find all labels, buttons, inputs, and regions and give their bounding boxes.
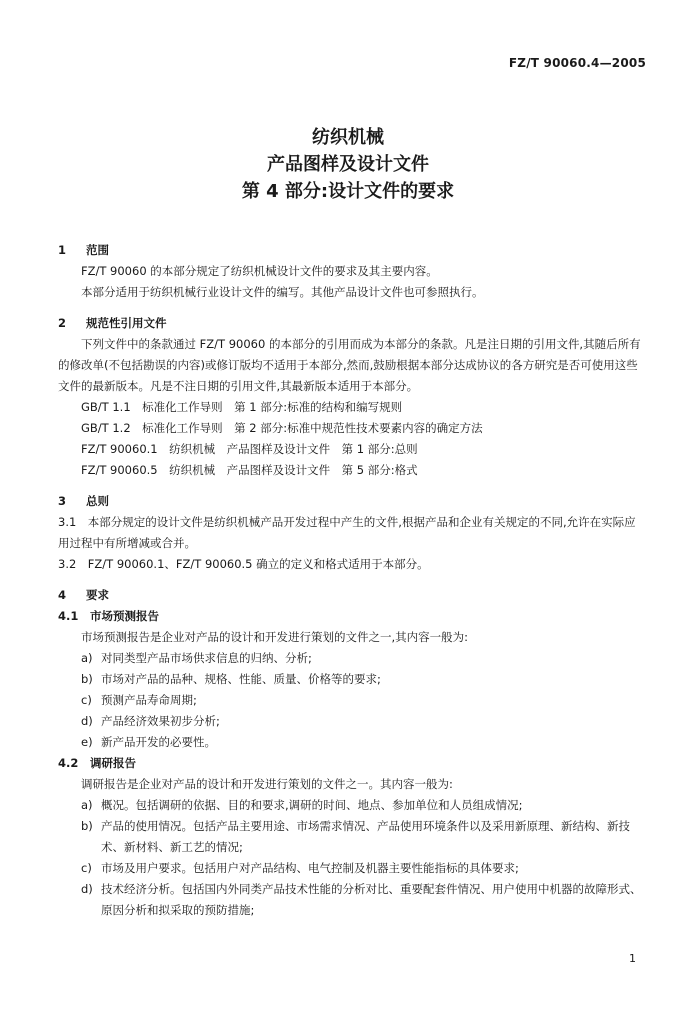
section-title: 总则	[86, 494, 109, 508]
list-label: b)	[81, 819, 93, 833]
subsection-title: 市场预测报告	[90, 609, 159, 623]
subsection-number: 4.1	[58, 609, 79, 623]
list-item	[58, 816, 646, 858]
clause	[58, 554, 646, 575]
section-heading-references	[58, 313, 646, 334]
reference-item: GB/T 1.1 标准化工作导则 第 1 部分:标准的结构和编写规则	[81, 400, 403, 414]
section-number: 3	[58, 494, 67, 508]
list-label: c)	[81, 861, 92, 875]
list-text: 市场对产品的品种、规格、性能、质量、价格等的要求;	[101, 672, 381, 686]
subsection-heading-research-report	[58, 753, 646, 774]
list-label: a)	[81, 651, 93, 665]
list-item	[58, 795, 646, 816]
clause	[58, 512, 646, 554]
standard-code: FZ/T 90060.4—2005	[508, 56, 646, 70]
paragraph: 市场预测报告是企业对产品的设计和开发进行策划的文件之一,其内容一般为:	[81, 630, 469, 644]
list-text: 新产品开发的必要性。	[101, 735, 216, 749]
section-heading-general	[58, 491, 646, 512]
reference-item: FZ/T 90060.1 纺织机械 产品图样及设计文件 第 1 部分:总则	[81, 442, 418, 456]
subsection-title: 调研报告	[90, 756, 136, 770]
list-item	[58, 711, 646, 732]
list-text: 产品经济效果初步分析;	[101, 714, 220, 728]
clause-number: 3.2	[58, 557, 77, 571]
list-text: 技术经济分析。包括国内外同类产品技术性能的分析对比、重要配套件情况、用户使用中机器的故障形式、原因分析和拟采取的预防措施;	[101, 882, 642, 917]
reference-item: GB/T 1.2 标准化工作导则 第 2 部分:标准中规范性技术要素内容的确定方法	[81, 421, 483, 435]
reference-item: FZ/T 90060.5 纺织机械 产品图样及设计文件 第 5 部分:格式	[81, 463, 418, 477]
section-number: 2	[58, 316, 67, 330]
list-label: c)	[81, 693, 92, 707]
list-item	[58, 858, 646, 879]
subsection-number: 4.2	[58, 756, 79, 770]
list-item	[58, 732, 646, 753]
clause-number: 3.1	[58, 515, 77, 529]
paragraph: 调研报告是企业对产品的设计和开发进行策划的文件之一。其内容一般为:	[81, 777, 453, 791]
list-text: 预测产品寿命周期;	[101, 693, 197, 707]
section-heading-requirements	[58, 585, 646, 606]
list-label: a)	[81, 798, 93, 812]
clause-text: FZ/T 90060.1、FZ/T 90060.5 确立的定义和格式适用于本部分。	[87, 557, 429, 571]
title-line-2: 产品图样及设计文件	[267, 154, 429, 175]
page-number: 1	[629, 952, 636, 965]
list-text: 概况。包括调研的依据、目的和要求,调研的时间、地点、参加单位和人员组成情况;	[101, 798, 523, 812]
document-body	[58, 240, 646, 921]
list-text: 产品的使用情况。包括产品主要用途、市场需求情况、产品使用环境条件以及采用新原理、新结构、新技术、新材料、新工艺的情况;	[101, 819, 630, 854]
section-title: 范围	[86, 243, 109, 257]
list-text: 市场及用户要求。包括用户对产品结构、电气控制及机器主要性能指标的具体要求;	[101, 861, 519, 875]
paragraph: 下列文件中的条款通过 FZ/T 90060 的本部分的引用而成为本部分的条款。凡是注日期的引用文件,其随后所有的修改单(不包括勘误的内容)或修订版均不适用于本部分,然而,鼓励根据本部分达成协议的各方研究是否可使用这些文件的最新版本。凡是不注日期的引用文件,其最新版本适用于本部分。	[58, 337, 641, 393]
list-item	[58, 879, 646, 921]
title-block	[0, 124, 696, 205]
section-title: 规范性引用文件	[86, 316, 167, 330]
list-item	[58, 648, 646, 669]
section-number: 4	[58, 588, 67, 602]
subsection-heading-market-forecast	[58, 606, 646, 627]
paragraph: FZ/T 90060 的本部分规定了纺织机械设计文件的要求及其主要内容。	[81, 264, 438, 278]
list-text: 对同类型产品市场供求信息的归纳、分析;	[101, 651, 312, 665]
section-number: 1	[58, 243, 67, 257]
section-title: 要求	[86, 588, 109, 602]
list-label: e)	[81, 735, 93, 749]
list-item	[58, 690, 646, 711]
list-label: d)	[81, 882, 93, 896]
clause-text: 本部分规定的设计文件是纺织机械产品开发过程中产生的文件,根据产品和企业有关规定的不同,允许在实际应用过程中有所增减或合并。	[58, 515, 636, 550]
title-line-3: 第 4 部分:设计文件的要求	[241, 181, 455, 202]
list-label: d)	[81, 714, 93, 728]
list-item	[58, 669, 646, 690]
paragraph: 本部分适用于纺织机械行业设计文件的编写。其他产品设计文件也可参照执行。	[81, 285, 484, 299]
section-heading-scope	[58, 240, 646, 261]
list-label: b)	[81, 672, 93, 686]
title-line-1: 纺织机械	[312, 127, 384, 148]
